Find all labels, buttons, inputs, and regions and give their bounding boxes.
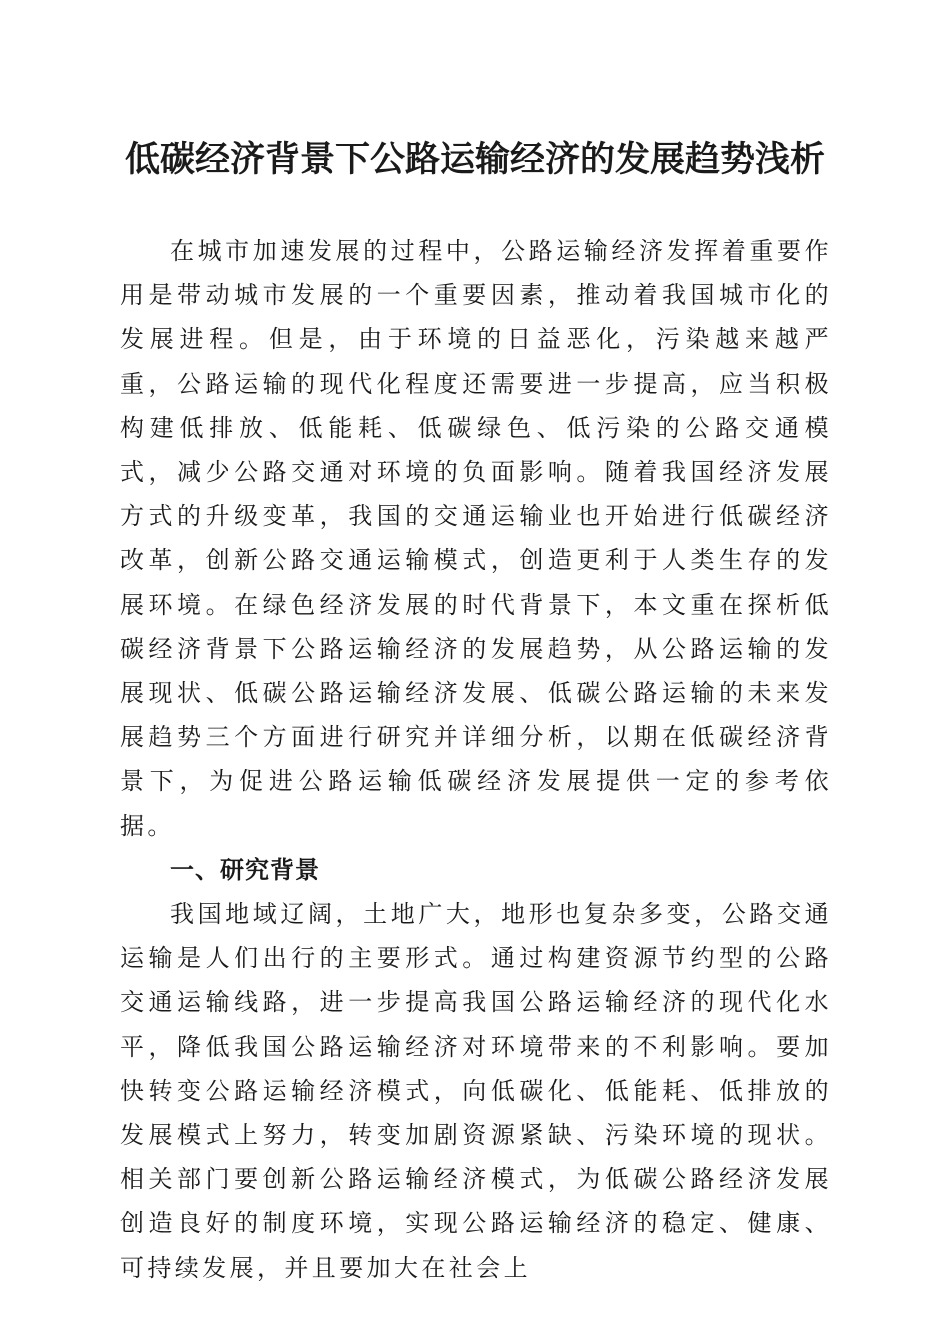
- section-heading-background: 一、研究背景: [170, 854, 320, 884]
- document-body: [120, 229, 832, 1290]
- section-paragraph-background: 我国地域辽阔，土地广大，地形也复杂多变，公路交通运输是人们出行的主要形式。通过构建资源节约型的公路交通运输线路，进一步提高我国公路运输经济的现代化水平，降低我国公路运输经济对环境带来的不利影响。要加快转变公路运输经济模式，向低碳化、低能耗、低排放的发展模式上努力，转变加剧资源紧缺、污染环境的现状。相关部门要创新公路运输经济模式，为低碳公路经济发展创造良好的制度环境，实现公路运输经济的稳定、健康、可持续发展，并且要加大在社会上: [120, 900, 832, 1282]
- document-title: 低碳经济背景下公路运输经济的发展趋势浅析: [124, 139, 825, 180]
- intro-paragraph: 在城市加速发展的过程中，公路运输经济发挥着重要作用是带动城市发展的一个重要因素，推动着我国城市化的发展进程。但是，由于环境的日益恶化，污染越来越严重，公路运输的现代化程度还需要进一步提高，应当积极构建低排放、低能耗、低碳绿色、低污染的公路交通模式，减少公路交通对环境的负面影响。随着我国经济发展方式的升级变革，我国的交通运输业也开始进行低碳经济改革，创新公路交通运输模式，创造更利于人类生存的发展环境。在绿色经济发展的时代背景下，本文重在探析低碳经济背景下公路运输经济的发展趋势，从公路运输的发展现状、低碳公路运输经济发展、低碳公路运输的未来发展趋势三个方面进行研究并详细分析，以期在低碳经济背景下，为促进公路运输低碳经济发展提供一定的参考依据。: [120, 237, 832, 840]
